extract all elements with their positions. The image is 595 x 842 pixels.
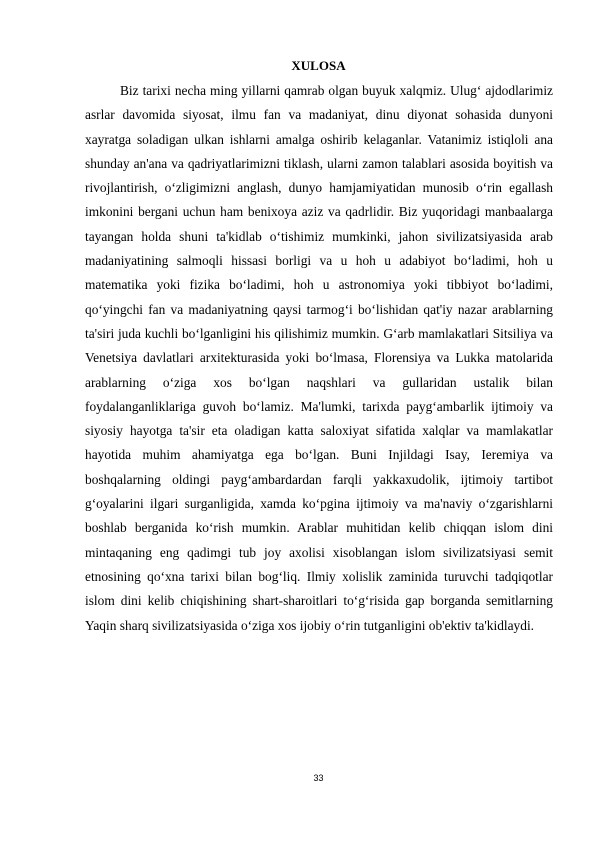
body-paragraph: Biz tarixi necha ming yillarni qamrab olgan buyuk xalqmiz. Ulug‘ ajdodlarimiz asrlar davomida siyosat, ilmu fan va madaniyat, dinu diyonat sohasida dunyoni xayratga soladigan ulkan ishlarni amalga oshirib kelaganlar. Vatanimiz istiqloli ana shunday an'ana va qadriyatlarimizni tiklash, ularni zamon talablari asosida boyitish va rivojlantirish, o‘zligimizni anglash, dunyo hamjamiyatidan munosib o‘rin egallash imkonini bergani uchun ham benixoya aziz va qadrlidir. Biz yuqoridagi manbaalarga tayangan holda shuni ta'kidlab o‘tishimiz mumkinki, jahon sivilizatsiyasida arab madaniyatining salmoqli hissasi borligi va u hoh u adabiyot bo‘ladimi, hoh u matematika yoki fizika bo‘ladimi, hoh u astronomiya yoki tibbiyot bo‘ladimi, qo‘yingchi fan va madaniyatning qaysi tarmog‘i bo‘lishidan qat'iy nazar arablarning ta'siri juda kuchli bo‘lganligini his qilishimiz mumkin. G‘arb mamlakatlari Sitsiliya va Venetsiya davlatlari arxitekturasida yoki bo‘lmasa, Florensiya va Lukka matolarida arablarning o‘ziga xos bo‘lgan naqshlari va gullaridan ustalik bilan foydalanganliklariga guvoh bo‘lamiz. Ma'lumki, tarixda payg‘ambarlik ijtimoiy va siyosiy hayotga ta'sir eta oladigan katta saloxiyat sifatida xalqlar va mamlakatlar hayotida muhim ahamiyatga ega bo‘lgan. Buni Injildagi Isay, Ieremiya va boshqalarning oldingi payg‘ambardardan farqli yakkaxudolik, ijtimoiy tartibot g‘oyalarini ilgari surganligida, xamda ko‘pgina ijtimoiy va ma'naviy o‘zgarishlarni boshlab berganida ko‘rish mumkin. Arablar muhitidan kelib chiqqan islom dini mintaqaning eng qadimgi tub joy axolisi xisoblangan islom sivilizatsiyasi semit etnosining qo‘xna tarixi bilan bog‘liq. Ilmiy xolislik zaminida turuvchi tadqiqotlar islom dini kelib chiqishining shart-sharoitlari to‘g‘risida gap borganda semitlarning Yaqin sharq sivilizatsiyasida o‘ziga xos ijobiy o‘rin tutganligini ob'ektiv ta'kidlaydi. [85, 83, 553, 633]
page-number: 33 [313, 773, 324, 783]
page-title: XULOSA [291, 58, 346, 73]
